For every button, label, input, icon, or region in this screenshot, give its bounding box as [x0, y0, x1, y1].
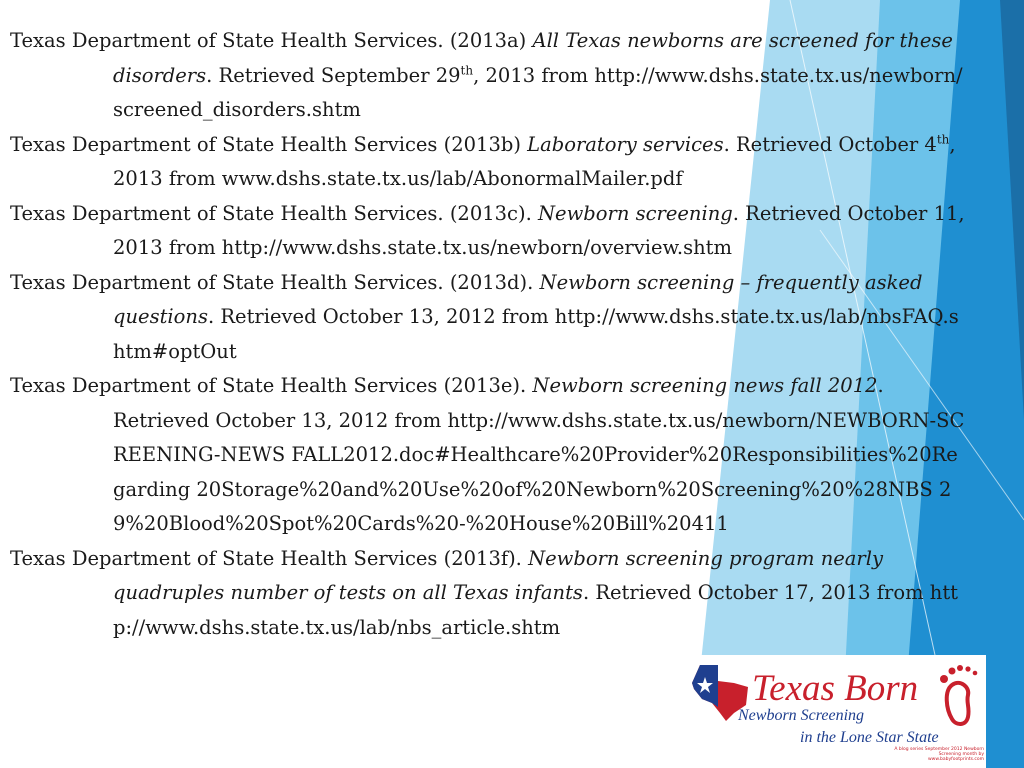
reference-title: Newborn screening news fall 2012: [532, 374, 878, 397]
reference-retrieved: . Retrieved October 11, 2013 from: [113, 201, 965, 259]
reference-retrieved: . Retrieved October 17, 2013 from: [582, 581, 930, 604]
reference-url[interactable]: http://www.dshs.state.tx.us/lab/nbs_article.shtm: [113, 581, 958, 639]
reference-retrieved: . Retrieved September 29: [206, 63, 461, 87]
reference-title: All Texas newborns are screened for these disorders: [113, 29, 953, 87]
references-list: [10, 24, 970, 645]
reference-url[interactable]: http://www.dshs.state.tx.us/newborn/NEWBORN-SCREENING-NEWS FALL2012.doc#Healthcare%20Provider%20Responsibilities%20Regarding 20Storage%20and%20Use%20of%20Newborn%20Screening%20%28NBS 29%20Blood%20Spot%20Cards%20-%20House%20Bill%20411: [113, 408, 965, 535]
reference-item: [10, 24, 970, 128]
footprint-icon: [938, 663, 982, 729]
reference-author: Texas Department of State Health Services (2013b): [10, 132, 528, 156]
reference-item: [10, 197, 970, 266]
reference-item: [10, 542, 970, 646]
reference-title: Newborn screening: [537, 201, 733, 225]
reference-item: [10, 128, 970, 197]
texas-born-logo: [688, 655, 986, 768]
reference-author: Texas Department of State Health Services (2013f).: [10, 546, 529, 570]
reference-retrieved: . Retrieved October 13, 2012 from: [207, 305, 555, 328]
reference-url[interactable]: http://www.dshs.state.tx.us/lab/nbsFAQ.shtm#optOut: [113, 305, 959, 363]
reference-retrieved-tail: , 2013 from: [473, 63, 595, 87]
reference-retrieved: . Retrieved October 13, 2012 from: [113, 374, 884, 432]
reference-title: Newborn screening program nearly quadruples number of tests on all Texas infants: [113, 546, 884, 604]
reference-url[interactable]: www.dshs.state.tx.us/lab/AbonormalMailer.pdf: [221, 167, 683, 190]
reference-ordinal: th: [936, 132, 950, 146]
logo-title: Texas Born: [752, 668, 919, 709]
reference-title: Laboratory services: [527, 132, 724, 156]
reference-item: [10, 369, 970, 542]
logo-subtitle-2: in the Lone Star State: [800, 729, 939, 746]
logo-subtitle: Newborn Screening: [738, 707, 865, 724]
reference-author: Texas Department of State Health Services. (2013c).: [10, 201, 538, 225]
reference-title: Newborn screening – frequently asked questions: [113, 270, 923, 328]
reference-author: Texas Department of State Health Services (2013e).: [10, 374, 533, 397]
reference-item: [10, 266, 970, 370]
reference-retrieved-tail: , 2013 from: [113, 132, 956, 190]
reference-ordinal: th: [460, 63, 474, 77]
reference-author: Texas Department of State Health Services. (2013d).: [10, 270, 540, 294]
reference-retrieved: . Retrieved October 4: [723, 132, 937, 156]
reference-author: Texas Department of State Health Services. (2013a): [10, 29, 533, 52]
reference-url[interactable]: http://www.dshs.state.tx.us/newborn/screened_disorders.shtm: [113, 63, 963, 121]
reference-url[interactable]: http://www.dshs.state.tx.us/newborn/overview.shtm: [221, 236, 732, 259]
logo-fine-print: A blog series September 2012 Newborn Screening month by www.babyfootprints.com: [894, 747, 984, 762]
